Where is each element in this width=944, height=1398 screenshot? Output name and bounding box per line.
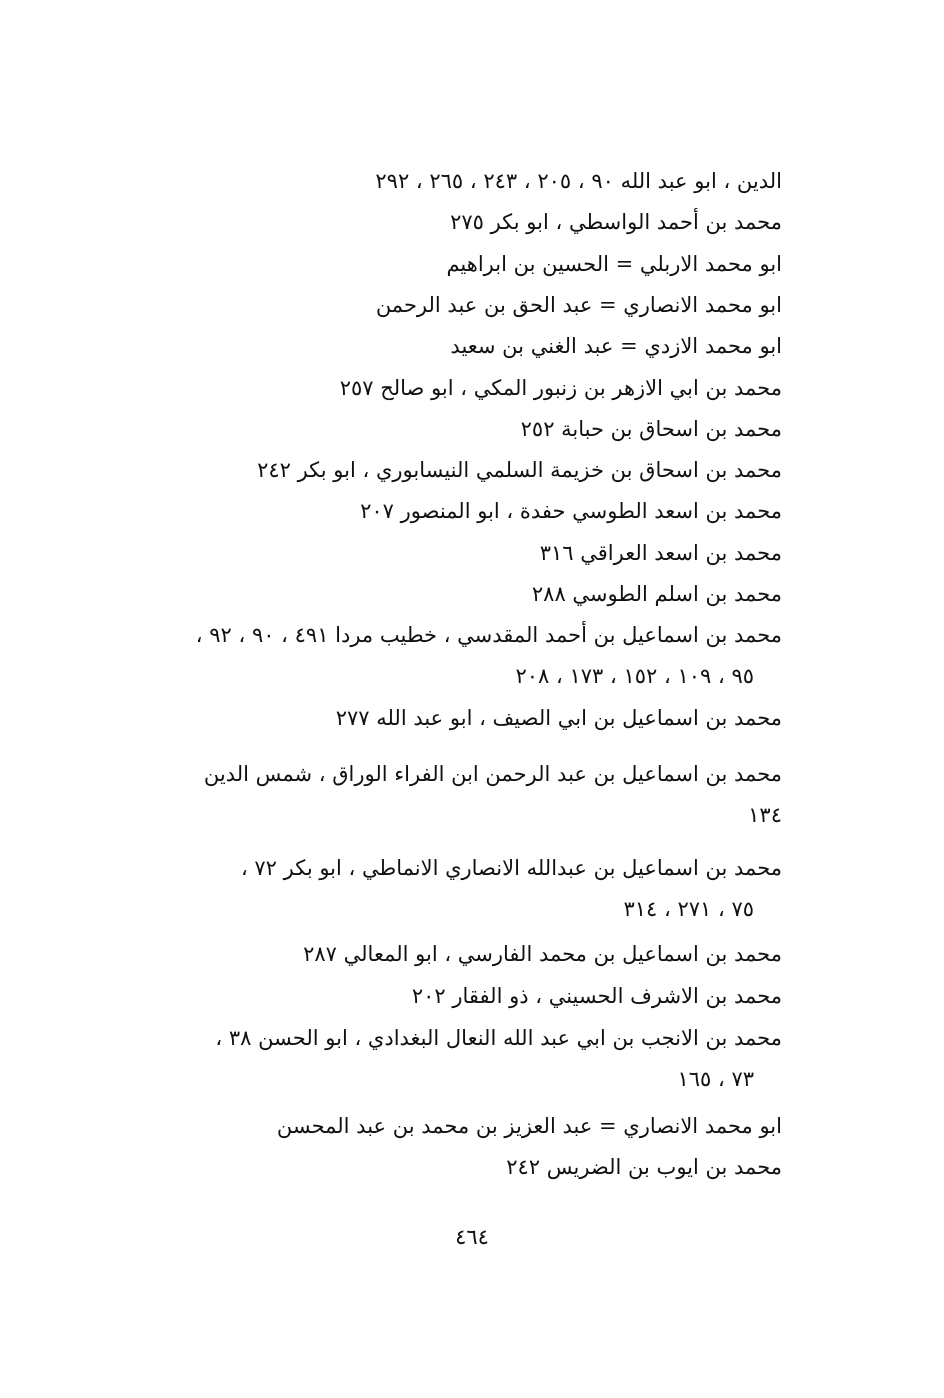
index-entry-line: ابو محمد الاربلي = الحسين بن ابراهيم	[446, 252, 782, 276]
index-entry-line: ابو محمد الانصاري = عبد الحق بن عبد الرحمن	[375, 293, 782, 317]
index-entry-line: محمد بن اسحاق بن حبابة ٢٥٢	[520, 417, 782, 441]
index-entry-line: محمد بن اسماعيل بن ابي الصيف ، ابو عبد الله ٢٧٧	[335, 706, 782, 730]
index-entry-continuation: ٧٥ ، ٢٧١ ، ٣١٤	[623, 897, 754, 921]
index-entry-line: محمد بن اسماعيل بن أحمد المقدسي ، خطيب مردا ٤٩١ ، ٩٠ ، ٩٢ ،	[195, 623, 782, 647]
index-entry-line: الدين ، ابو عبد الله ٩٠ ، ٢٠٥ ، ٢٤٣ ، ٢٦٥ ، ٢٩٢	[375, 169, 782, 193]
index-entry-continuation: ٧٣ ، ١٦٥	[677, 1067, 754, 1091]
index-entry-line: محمد بن أحمد الواسطي ، ابو بكر ٢٧٥	[450, 210, 782, 234]
index-entry-line: محمد بن اسماعيل بن عبدالله الانصاري الانماطي ، ابو بكر ٧٢ ،	[240, 856, 782, 880]
index-entry-continuation: ١٣٤	[748, 803, 782, 827]
index-entry-line: محمد بن الاشرف الحسيني ، ذو الفقار ٢٠٢	[411, 984, 782, 1008]
index-entry-line: محمد بن اسلم الطوسي ٢٨٨	[531, 582, 782, 606]
index-entry-line: محمد بن اسماعيل بن محمد الفارسي ، ابو المعالي ٢٨٧	[303, 942, 782, 966]
page-number: ٤٦٤	[455, 1225, 489, 1249]
index-entry-line: محمد بن اسحاق بن خزيمة السلمي النيسابوري ، ابو بكر ٢٤٢	[257, 458, 782, 482]
index-entry-line: محمد بن اسماعيل بن عبد الرحمن ابن الفراء الوراق ، شمس الدين	[203, 762, 782, 786]
index-entry-line: ابو محمد الانصاري = عبد العزيز بن محمد بن عبد المحسن	[276, 1114, 782, 1138]
index-entry-line: محمد بن اسعد العراقي ٣١٦	[539, 541, 782, 565]
index-entry-line: محمد بن ايوب بن الضريس ٢٤٢	[506, 1155, 782, 1179]
index-entry-line: ابو محمد الازدي = عبد الغني بن سعيد	[450, 334, 782, 358]
index-entry-line: محمد بن ابي الازهر بن زنبور المكي ، ابو صالح ٢٥٧	[339, 376, 782, 400]
index-entry-line: محمد بن اسعد الطوسي حفدة ، ابو المنصور ٢٠٧	[360, 499, 782, 523]
index-entry-continuation: ٩٥ ، ١٠٩ ، ١٥٢ ، ١٧٣ ، ٢٠٨	[515, 664, 754, 688]
index-entry-line: محمد بن الانجب بن ابي عبد الله النعال البغدادي ، ابو الحسن ٣٨ ،	[215, 1026, 782, 1050]
